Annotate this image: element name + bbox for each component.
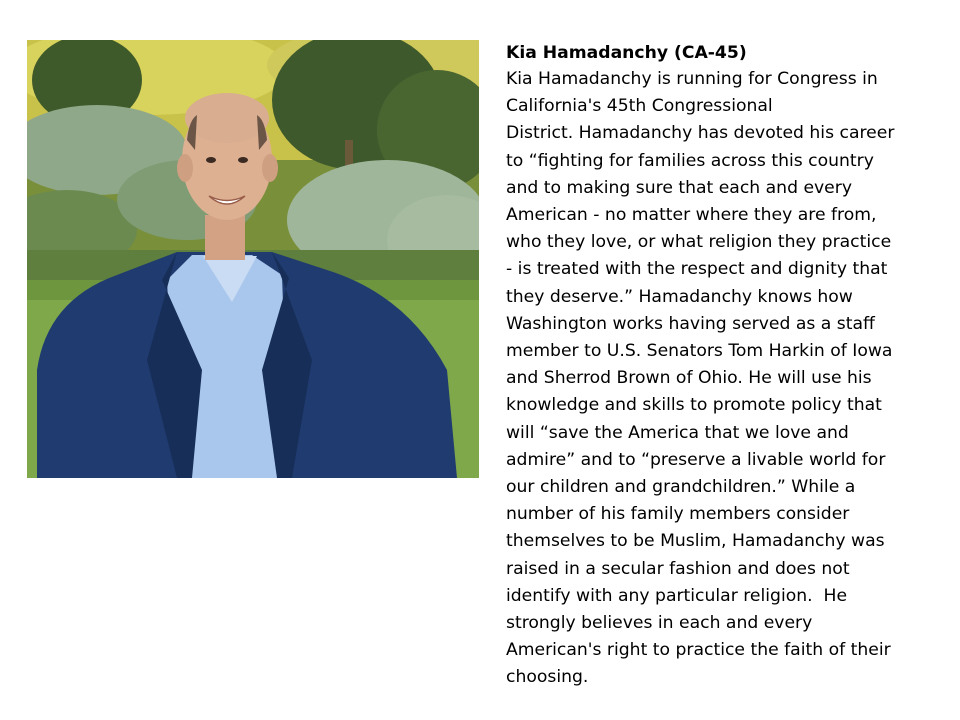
- bio-line: they deserve.” Hamadanchy knows how: [506, 286, 853, 307]
- bio-line: Kia Hamadanchy is running for Congress in: [506, 69, 878, 89]
- bio-line: identify with any particular religion. He: [506, 585, 848, 606]
- bio-line: admire” and to “preserve a livable world for: [506, 449, 886, 470]
- bio-line: - is treated with the respect and dignity that: [506, 259, 888, 280]
- bio-line: themselves to be Muslim, Hamadanchy was: [506, 531, 885, 552]
- bio-line: member to U.S. Senators Tom Harkin of Iowa: [506, 341, 893, 362]
- candidate-name-heading: Kia Hamadanchy (CA-45): [506, 43, 747, 63]
- bio-paragraph: [506, 66, 936, 692]
- bio-line: raised in a secular fashion and does not: [506, 558, 850, 579]
- bio-line: choosing.: [506, 667, 589, 688]
- bio-line: knowledge and skills to promote policy that: [506, 395, 882, 416]
- candidate-bio: [506, 40, 936, 692]
- bio-line: to “fighting for families across this country: [506, 150, 874, 171]
- bio-line: our children and grandchildren.” While a: [506, 477, 856, 498]
- bio-line: who they love, or what religion they practice: [506, 232, 892, 253]
- candidate-photo: [27, 40, 479, 478]
- candidate-portrait-image: [27, 40, 479, 478]
- bio-line: Washington works having served as a staff: [506, 313, 875, 334]
- bio-line: will “save the America that we love and: [506, 422, 849, 443]
- bio-line: strongly believes in each and every: [506, 613, 813, 634]
- bio-line: California's 45th Congressional: [506, 96, 773, 117]
- bio-line: American - no matter where they are from,: [506, 205, 877, 226]
- bio-line: number of his family members consider: [506, 504, 850, 525]
- bio-line: American's right to practice the faith of their: [506, 640, 891, 661]
- bio-line: District. Hamadanchy has devoted his career: [506, 123, 895, 144]
- bio-line: and Sherrod Brown of Ohio. He will use his: [506, 368, 872, 389]
- bio-line: and to making sure that each and every: [506, 177, 852, 198]
